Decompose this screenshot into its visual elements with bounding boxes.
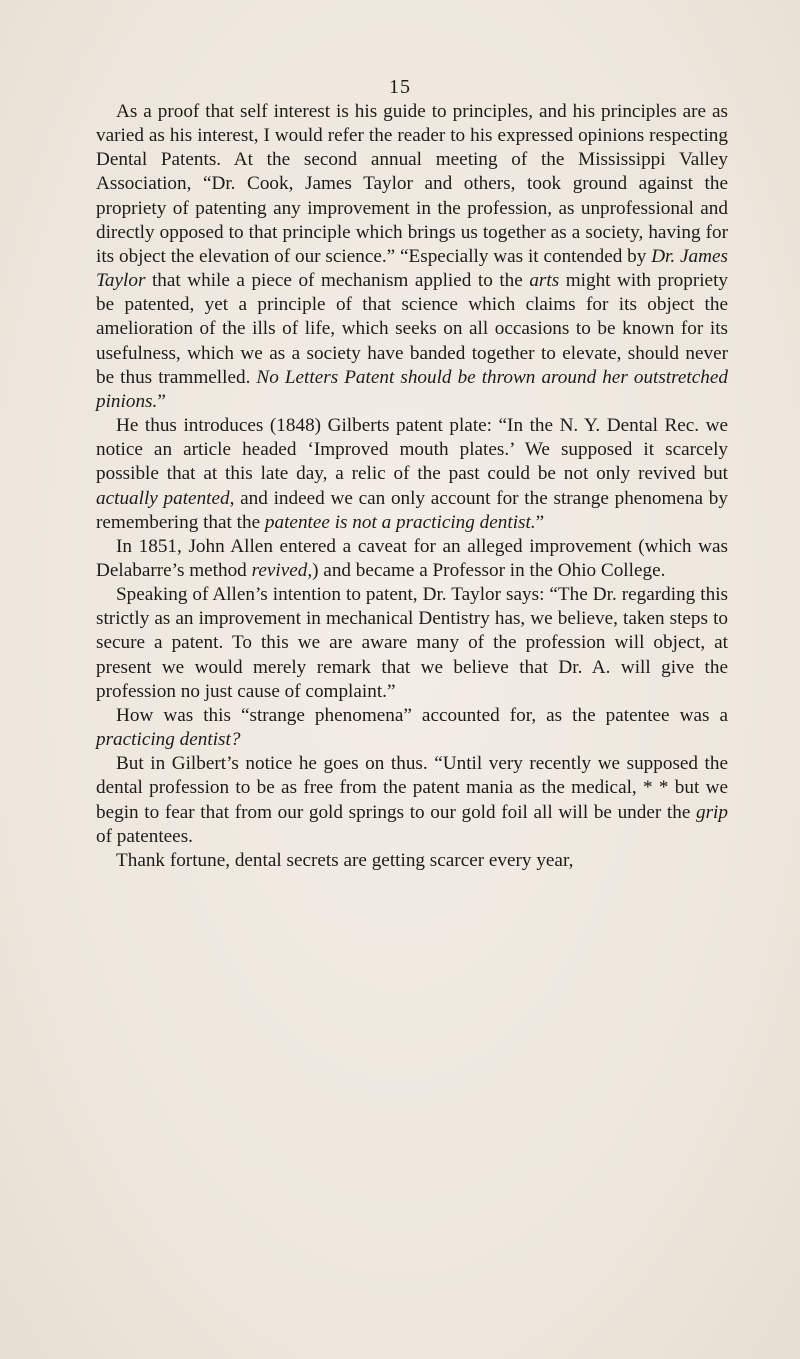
text-run: ” [157,390,166,412]
italic-run: Dr. James Taylor [96,245,728,292]
paragraph [96,414,728,535]
paragraph [96,849,728,873]
italic-run: revived, [251,559,313,581]
italic-run: grip [696,801,728,823]
italic-run: arts [529,270,560,292]
italic-run: practicing dentist? [96,729,241,751]
paragraph [96,752,728,849]
text-run: might with propriety be patented, yet a principle of that science which claims for its object the amelioration of the ills of life, which seeks on all occasions to be known for its usefulness, which we as a society have banded together to elevate, should never be thus trammelled. [96,270,728,388]
text-run: But in Gilbert’s notice he goes on thus. “Until very recently we supposed the dental profession to be as free from the patent mania as the medical, * * but we begin to fear that from our gold springs to our gold foil all will be under the [96,753,728,823]
italic-run: patentee is not a practicing dentist. [264,511,536,533]
text-run: He thus introduces (1848) Gilberts patent plate: “In the N. Y. Dental Rec. we notice an article headed ‘Improved mouth plates.’ We supposed it scarcely possible that at this late day, a relic of the past could be not only revived but [96,415,728,485]
text-run: Thank fortune, dental secrets are getting scarcer every year, [116,849,574,871]
text-run: As a proof that self interest is his guide to principles, and his principles are as varied as his interest, I would refer the reader to his expressed opinions respecting Dental Patents. At the second annual meeting of the Mississippi Valley Association, “Dr. Cook, James Taylor and others, took ground against the propriety of patenting any improvement in the profession, as unprofessional and directly opposed to that principle which brings us together as a society, having for its object the elevation of our science.” “Especially was it contended by [96,101,728,267]
paragraph [96,583,728,704]
paragraph [96,535,728,583]
text-run: In 1851, John Allen entered a caveat for an alleged improvement (which was Delabarre’s method [96,535,728,581]
body-text [96,100,728,873]
text-run: ” [535,511,545,533]
text-run: that while a piece of mechanism applied to the [145,270,530,292]
paragraph [96,100,728,414]
text-run: ) and became a Professor in the Ohio College. [312,559,666,581]
text-run: Speaking of Allen’s intention to patent, Dr. Taylor says: “The Dr. regarding this strictly as an improvement in mechanical Dentistry has, we believe, taken steps to secure a patent. To this we are aware many of the profession will object, at present we would merely remark that we believe that Dr. A. will give the profession no just cause of complaint.” [96,584,728,702]
page-number: 15 [389,76,411,98]
text-run: of patentees. [96,825,193,847]
italic-run: No Letters Patent should be thrown around her outstretched pinions. [96,366,728,412]
paragraph [96,704,728,752]
text-run: How was this “strange phenomena” accounted for, as the patentee was a [116,704,728,726]
italic-run: actually patented [96,487,230,509]
text-run: , and indeed we can only account for the strange phenomena by remembering that the [96,487,728,533]
